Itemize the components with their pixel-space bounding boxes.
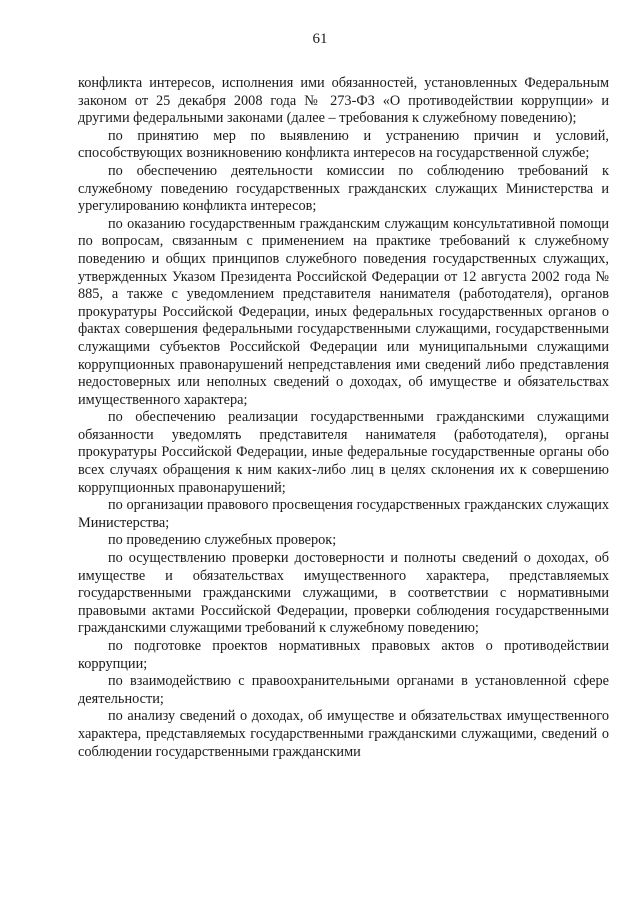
paragraph-continuation: конфликта интересов, исполнения ими обязанностей, установленных Федеральным законом от 25 декабря 2008 года № 273-ФЗ «О противодействии коррупции» и другими федеральными законами (далее – требования к служебному поведению);: [78, 75, 609, 127]
document-body: [78, 75, 609, 761]
paragraph: по организации правового просвещения государственных гражданских служащих Министерства;: [78, 497, 609, 531]
paragraph: по подготовке проектов нормативных правовых актов о противодействии коррупции;: [78, 638, 609, 672]
paragraph: по осуществлению проверки достоверности и полноты сведений о доходах, об имуществе и обязательствах имущественного характера, представляемых государственными гражданскими служащими, в соответствии с нормативными правовыми актами Российской Федерации, проверки соблюдения государственными гражданскими служащими требований к служебному поведению;: [78, 550, 609, 637]
paragraph: по оказанию государственным гражданским служащим консультативной помощи по вопросам, связанным с применением на практике требований к служебному поведению и общих принципов служебного поведения государственных служащих, утвержденных Указом Президента Российской Федерации от 12 августа 2002 года № 885, а также с уведомлением представителя нанимателя (работодателя), органов прокуратуры Российской Федерации, иных федеральных государственных органов о фактах совершения федеральными государственными служащими, государственными служащими субъектов Российской Федерации или муниципальными служащими коррупционных правонарушений непредставления ими сведений либо представления недостоверных или неполных сведений о доходах, об имуществе и обязательствах имущественного характера;: [78, 215, 609, 408]
paragraph: по обеспечению деятельности комиссии по соблюдению требований к служебному поведению государственных гражданских служащих Министерства и урегулированию конфликта интересов;: [78, 162, 609, 215]
paragraph: по анализу сведений о доходах, об имуществе и обязательствах имущественного характера, представляемых государственными гражданскими служащими, сведений о соблюдении государственными гражданскими: [78, 708, 609, 760]
page-number: 61: [312, 31, 328, 47]
paragraph: по обеспечению реализации государственными гражданскими служащими обязанности уведомлять представителя нанимателя (работодателя), органы прокуратуры Российской Федерации, иные федеральные государственные органы обо всех случаях обращения к ним каких-либо лиц в целях склонения их к совершению коррупционных правонарушений;: [78, 409, 609, 496]
paragraph: по проведению служебных проверок;: [108, 532, 337, 549]
paragraph: по принятию мер по выявлению и устранению причин и условий, способствующих возникновению конфликта интересов на государственной службе;: [78, 127, 609, 162]
paragraph: по взаимодействию с правоохранительными органами в установленной сфере деятельности;: [78, 673, 609, 707]
